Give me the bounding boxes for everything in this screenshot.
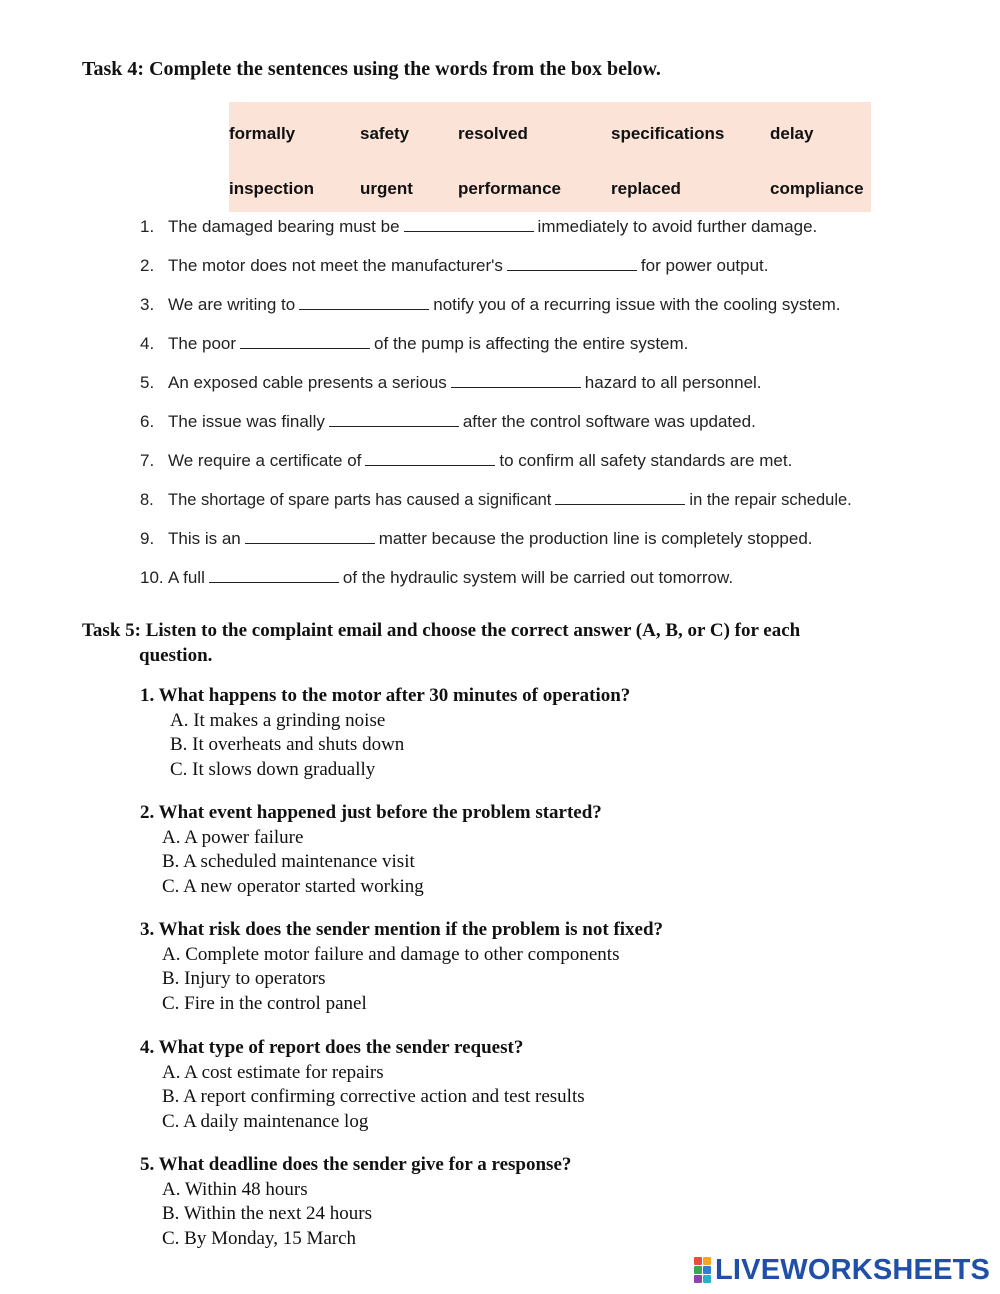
answer-blank[interactable] [329, 412, 459, 427]
answer-option[interactable]: A. A power failure [162, 826, 304, 848]
word-box-item[interactable]: formally [229, 124, 296, 143]
sentence-10 [140, 568, 733, 588]
answer-option[interactable]: B. A scheduled maintenance visit [162, 851, 415, 872]
answer-blank[interactable] [365, 451, 495, 466]
sentence-text: of the pump is affecting the entire system. [374, 334, 689, 353]
sentence-text: matter because the production line is completely stopped. [378, 529, 813, 548]
answer-blank[interactable] [451, 373, 581, 388]
logo-block [694, 1266, 702, 1274]
task5-title [82, 618, 942, 668]
answer-blank[interactable] [555, 490, 685, 505]
sentence-text: immediately to avoid further damage. [537, 217, 818, 236]
answer-option[interactable]: C. By Monday, 15 March [162, 1227, 357, 1249]
sentence-number: 7. [140, 451, 155, 470]
answer-option[interactable]: B. It overheats and shuts down [170, 734, 405, 755]
sentence-text: The damaged bearing must be [168, 217, 400, 236]
question-3 [140, 918, 663, 1016]
answer-blank[interactable] [209, 568, 339, 583]
sentence-number: 2. [140, 256, 155, 275]
sentence-number: 5. [140, 373, 155, 392]
sentence-text: The issue was finally [168, 412, 325, 431]
word-box-item[interactable]: specifications [611, 124, 725, 143]
answer-option[interactable]: B. Injury to operators [162, 968, 326, 989]
sentence-text: for power output. [640, 256, 769, 275]
sentence-text: after the control software was updated. [462, 412, 756, 431]
logo-block [703, 1266, 711, 1274]
sentence-3 [140, 295, 840, 315]
sentence-text: The shortage of spare parts has caused a significant [168, 491, 552, 509]
sentence-text: in the repair schedule. [689, 491, 852, 509]
question-5 [140, 1153, 571, 1251]
answer-option[interactable]: A. A cost estimate for repairs [162, 1061, 384, 1083]
word-box-item[interactable]: performance [458, 179, 561, 198]
sentence-number: 9. [140, 529, 155, 548]
answer-option[interactable]: C. A new operator started working [162, 875, 424, 897]
question-1 [140, 684, 630, 782]
answer-option[interactable]: C. Fire in the control panel [162, 992, 367, 1014]
answer-blank[interactable] [245, 529, 375, 544]
answer-blank[interactable] [299, 295, 429, 310]
sentence-text: We require a certificate of [168, 451, 362, 470]
question-text: 1. What happens to the motor after 30 minutes of operation? [140, 685, 631, 706]
word-box-item[interactable]: inspection [229, 179, 315, 198]
question-text: 5. What deadline does the sender give for a response? [140, 1154, 572, 1175]
word-box-item[interactable]: safety [360, 124, 410, 143]
answer-option[interactable]: B. A report confirming corrective action and test results [162, 1086, 585, 1107]
question-text: 3. What risk does the sender mention if the problem is not fixed? [140, 919, 664, 940]
answer-blank[interactable] [404, 217, 534, 232]
task5-title-line1: Task 5: Listen to the complaint email and choose the correct answer (A, B, or C) for each [82, 620, 801, 641]
sentence-text: An exposed cable presents a serious [168, 373, 447, 392]
question-text: 4. What type of report does the sender request? [140, 1037, 524, 1058]
sentence-text: notify you of a recurring issue with the cooling system. [433, 295, 841, 314]
word-box-item[interactable]: replaced [611, 179, 681, 198]
word-box-item[interactable]: delay [770, 124, 814, 143]
answer-blank[interactable] [507, 256, 637, 271]
word-box-item[interactable]: urgent [360, 179, 413, 198]
sentence-text: The motor does not meet the manufacturer's [168, 256, 503, 275]
answer-blank[interactable] [240, 334, 370, 349]
answer-option[interactable]: B. Within the next 24 hours [162, 1203, 372, 1224]
sentence-text: This is an [168, 529, 241, 548]
liveworksheets-logo[interactable] [694, 1255, 990, 1285]
sentence-number: 10. [140, 568, 164, 587]
question-4 [140, 1036, 585, 1134]
answer-option[interactable]: A. It makes a grinding noise [170, 709, 386, 731]
logo-block [703, 1275, 711, 1283]
logo-block [694, 1275, 702, 1283]
logo-block [694, 1257, 702, 1265]
word-box [229, 102, 871, 212]
liveworksheets-icon [694, 1257, 711, 1283]
sentence-number: 3. [140, 295, 155, 314]
sentence-1 [140, 217, 817, 237]
sentence-5 [140, 373, 762, 393]
answer-option[interactable]: C. It slows down gradually [170, 758, 376, 780]
sentence-number: 1. [140, 217, 155, 236]
word-box-item[interactable]: resolved [458, 124, 528, 143]
sentence-text: of the hydraulic system will be carried out tomorrow. [342, 568, 734, 587]
sentence-7 [140, 451, 792, 471]
sentence-text: to confirm all safety standards are met. [499, 451, 793, 470]
logo-text: LIVEWORKSHEETS [715, 1253, 991, 1286]
sentence-4 [140, 334, 688, 354]
question-text: 2. What event happened just before the problem started? [140, 802, 602, 823]
sentence-text: We are writing to [168, 295, 296, 314]
task4-title: Task 4: Complete the sentences using the words from the box below. [82, 58, 661, 80]
sentence-8 [140, 490, 852, 510]
logo-block [703, 1257, 711, 1265]
answer-option[interactable]: A. Within 48 hours [162, 1178, 308, 1200]
sentence-text: A full [168, 568, 205, 587]
question-2 [140, 801, 602, 899]
answer-option[interactable]: C. A daily maintenance log [162, 1110, 369, 1132]
sentence-2 [140, 256, 769, 276]
answer-option[interactable]: A. Complete motor failure and damage to other components [162, 943, 620, 965]
sentence-number: 8. [140, 491, 154, 509]
sentence-text: The poor [168, 334, 237, 353]
sentence-number: 4. [140, 334, 155, 353]
sentence-6 [140, 412, 756, 432]
sentence-9 [140, 529, 813, 549]
sentence-text: hazard to all personnel. [584, 373, 762, 392]
task5-title-line2: question. [139, 645, 213, 666]
word-box-item[interactable]: compliance [770, 179, 864, 198]
sentence-number: 6. [140, 412, 155, 431]
